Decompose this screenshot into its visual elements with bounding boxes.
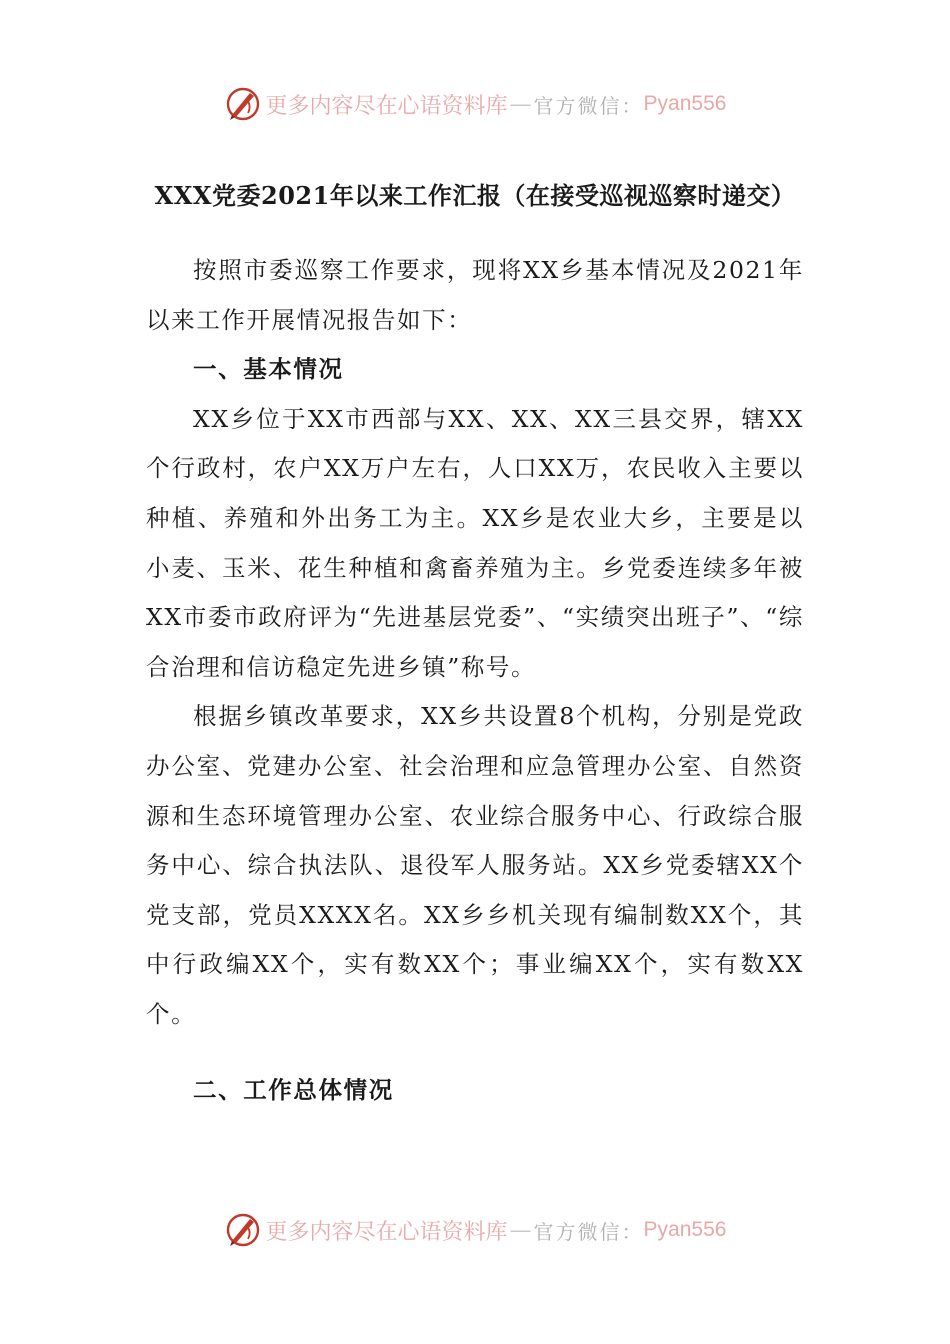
watermark-main-text: 更多内容尽在心语资料库 <box>265 1219 508 1245</box>
section-heading-overall-work: 二、工作总体情况 <box>193 1075 394 1104</box>
document-body <box>146 246 804 1115</box>
watermark-separator: — <box>509 1217 532 1243</box>
intro-paragraph: 按照市委巡察工作要求，现将XX乡基本情况及2021年以来工作开展情况报告如下： <box>146 256 804 334</box>
watermark-banner-bottom <box>0 1208 950 1252</box>
watermark-label: 官方微信： <box>533 1219 644 1244</box>
basic-situation-paragraph-2: 根据乡镇改革要求，XX乡共设置8个机构，分别是党政办公室、党建办公室、社会治理和应急管理办公室、自然资源和生态环境管理办公室、农业综合服务中心、行政综合服务中心、综合执法队、退役军人服务站。XX乡党委辖XX个党支部，党员XXXX名。XX乡乡机关现有编制数XX个，其中行政编XX个，实有数XX个；事业编XX个，实有数XX个。 <box>146 702 804 1028</box>
document-title: XXX党委2021年以来工作汇报（在接受巡视巡察时递交） <box>154 181 796 210</box>
watermark-banner-top <box>0 82 950 126</box>
watermark-wechat-id: Pyan556 <box>643 1218 727 1241</box>
section-heading-basic-situation: 一、基本情况 <box>193 355 344 384</box>
pen-logo-icon <box>224 85 262 123</box>
basic-situation-paragraph-1: XX乡位于XX市西部与XX、XX、XX三县交界，辖XX个行政村，农户XX万户左右，人口XX万，农民收入主要以种植、养殖和外出务工为主。XX乡是农业大乡，主要是以小麦、玉米、花生种植和禽畜养殖为主。乡党委连续多年被XX市委市政府评为“先进基层党委”、“实绩突出班子”、“综合治理和信访稳定先进乡镇”称号。 <box>146 404 804 681</box>
pen-logo-icon <box>224 1211 262 1249</box>
watermark-main-text: 更多内容尽在心语资料库 <box>265 93 508 119</box>
watermark-label: 官方微信： <box>533 93 644 118</box>
watermark-wechat-id: Pyan556 <box>643 92 727 115</box>
watermark-separator: — <box>509 91 532 117</box>
